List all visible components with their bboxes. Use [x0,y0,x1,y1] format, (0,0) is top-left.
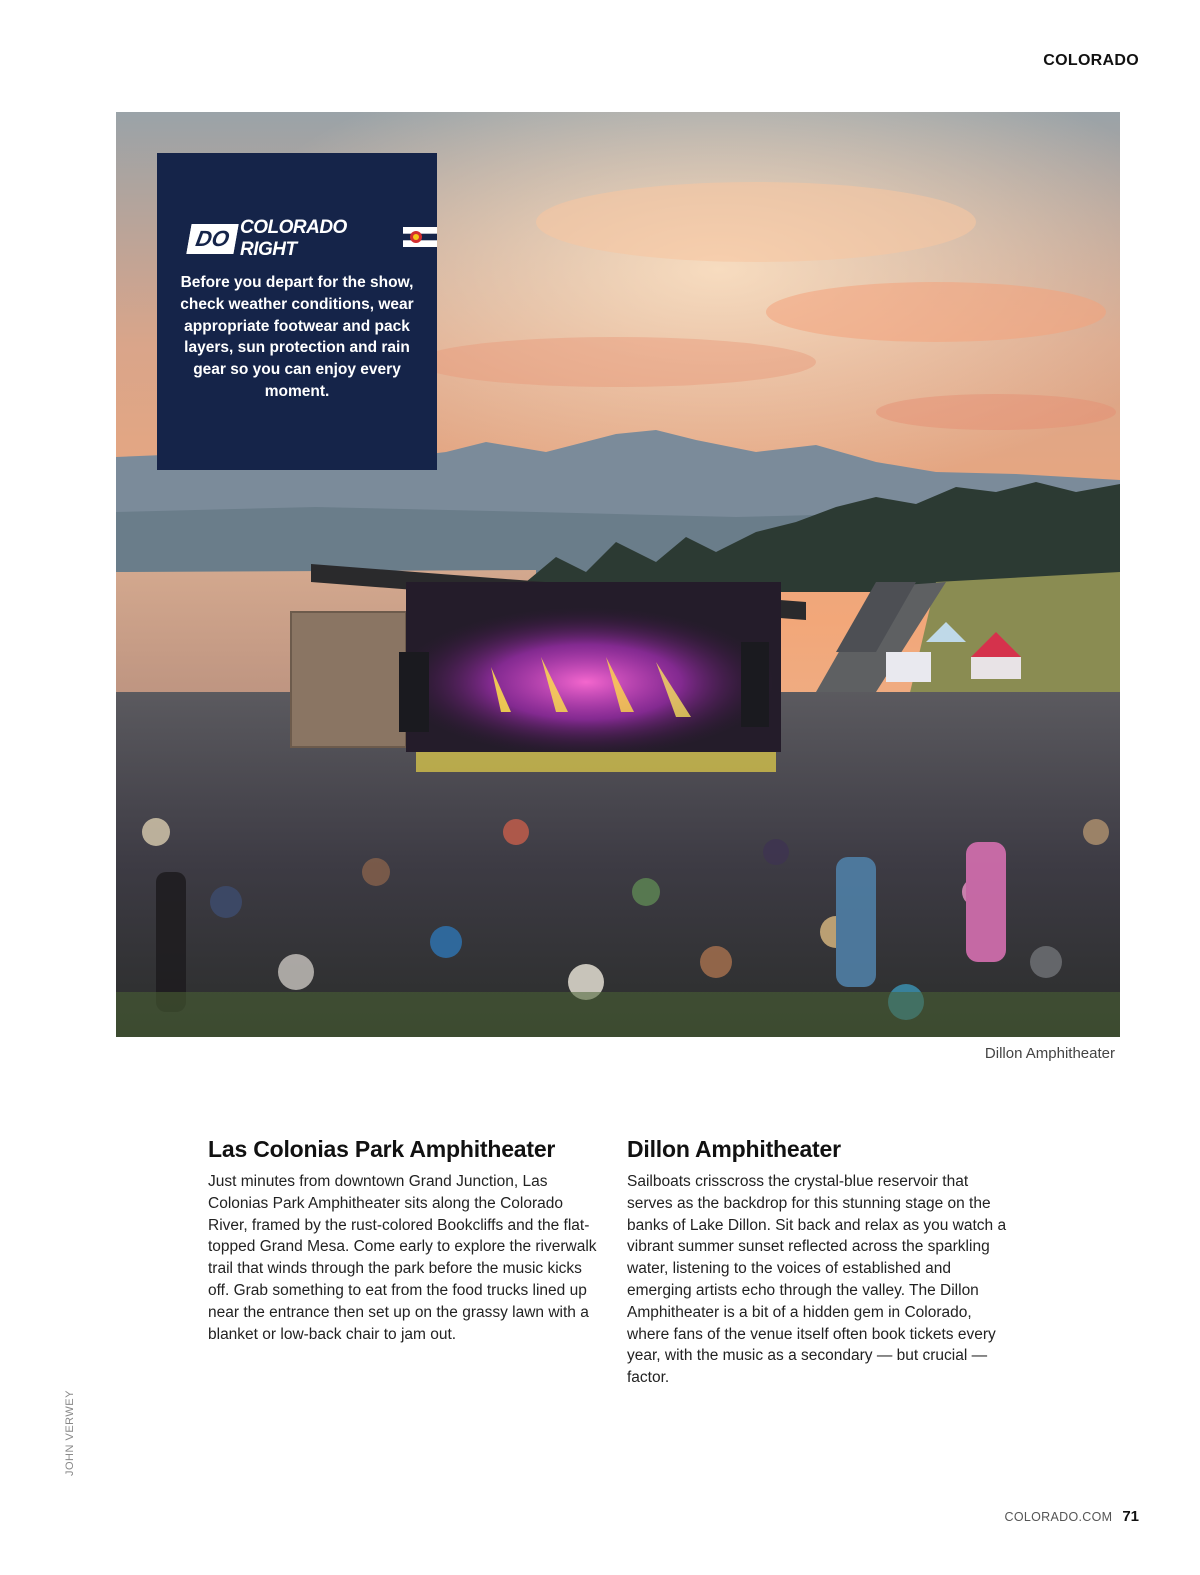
page-footer [1005,1508,1139,1525]
article-title: Dillon Amphitheater [627,1136,841,1162]
photo-caption: Dillon Amphitheater [984,1045,1115,1062]
article-dillon [627,1136,1017,1389]
do-colorado-right-callout [157,153,437,470]
do-colorado-right-logo [189,217,437,261]
page-number: 71 [1122,1508,1139,1525]
photo-credit: JOHN VERWEY [64,1390,76,1476]
footer-site: COLORADO.COM [1004,1510,1113,1524]
brand-do-mark: DO [186,224,238,254]
article-body: Sailboats crisscross the crystal-blue reservoir that serves as the backdrop for this stunning stage on the banks of Lake Dillon. Sit back and relax as you watch a vibrant summer sunset reflected across the sparkling water, listening to the voices of established and emerging artists echo through the valley. The Dillon Amphitheater is a bit of a hidden gem in Colorado, where fans of the venue itself often book tickets every year, with the music as a secondary — but crucial — factor. [627,1173,1007,1387]
article-title: Las Colonias Park Amphitheater [208,1136,556,1162]
colorado-flag-icon [403,227,437,252]
article-las-colonias [208,1136,598,1345]
article-body: Just minutes from downtown Grand Junction, Las Colonias Park Amphitheater sits along the Colorado River, framed by the rust-colored Bookcliffs and the flat-topped Grand Mesa. Come early to explore the riverwalk trail that winds through the park before the music kicks off. Grab something to eat from the food trucks lined up near the entrance then set up on the grassy lawn with a blanket or low-back chair to jam out. [208,1173,597,1343]
section-label: COLORADO [1043,52,1139,69]
brand-text: COLORADO RIGHT [240,217,347,260]
callout-text: Before you depart for the show, check weather conditions, wear appropriate footwear and pack layers, sun protection and rain gear so you can enjoy every moment. [180,274,414,400]
